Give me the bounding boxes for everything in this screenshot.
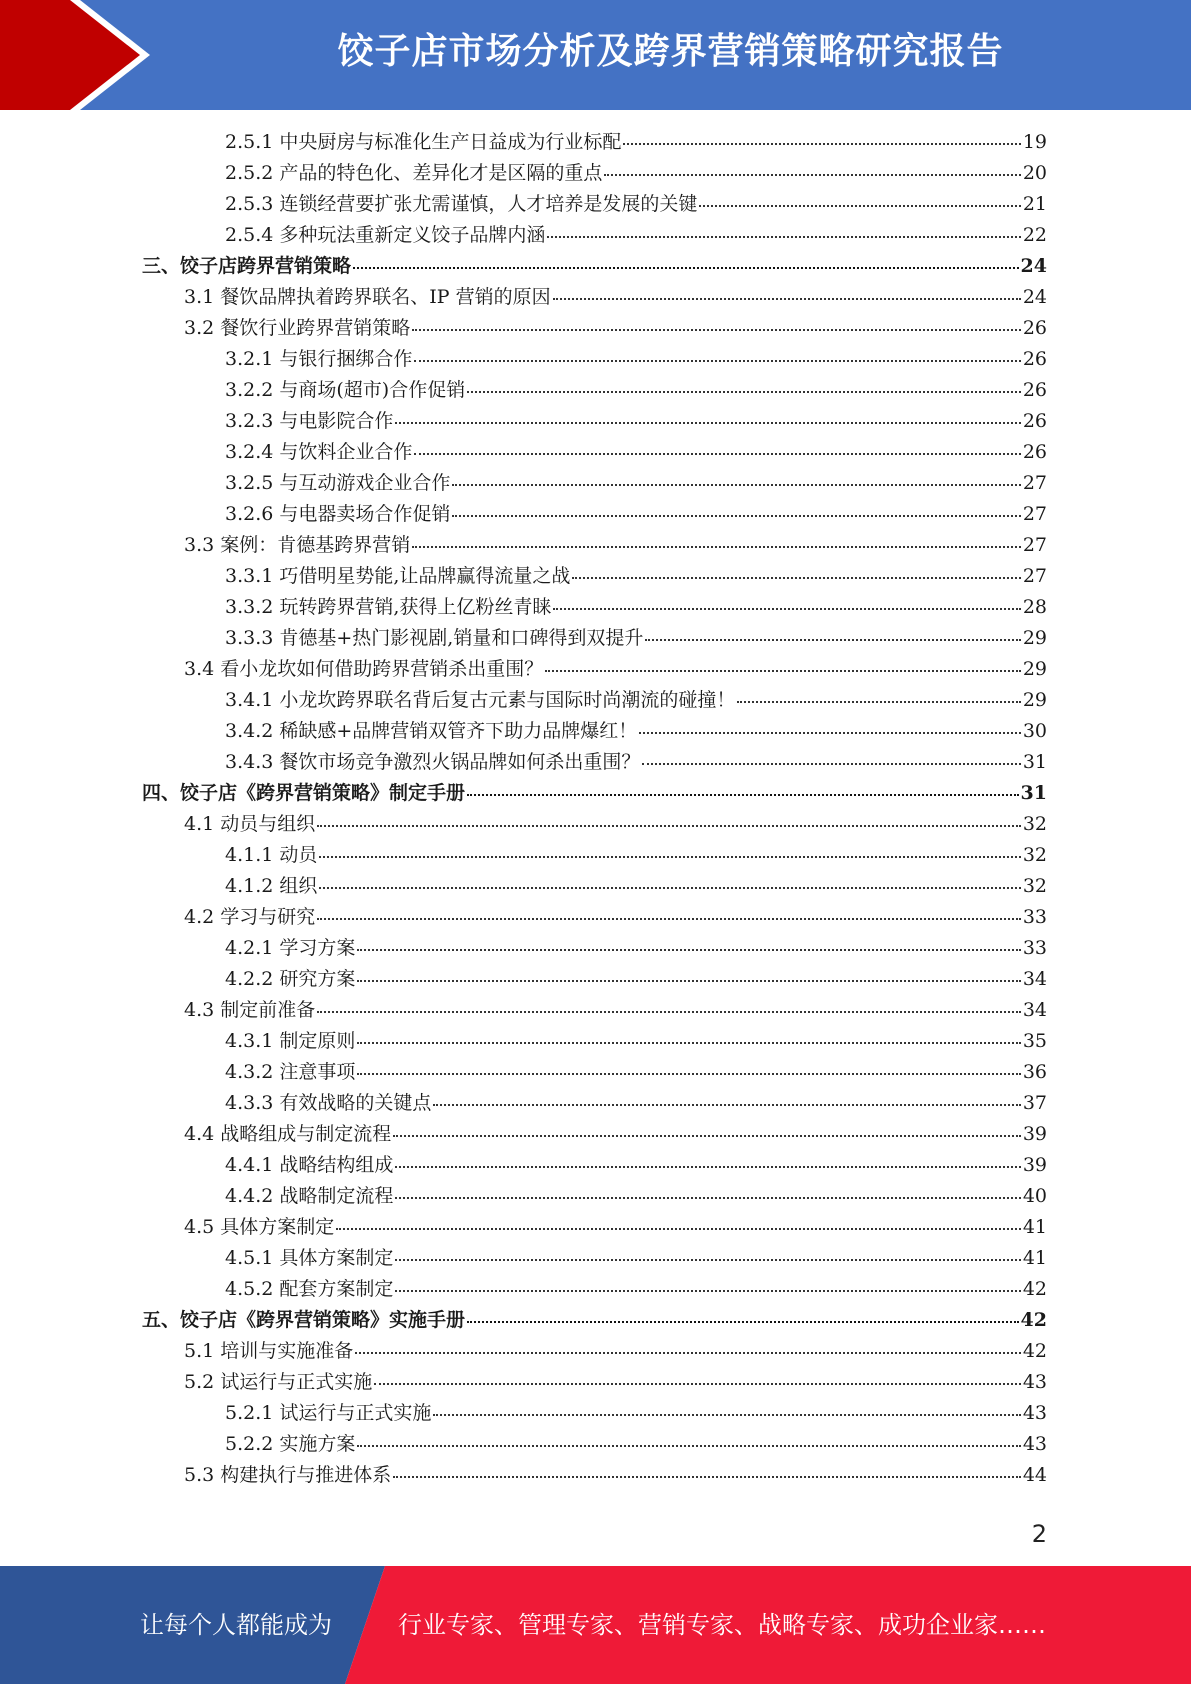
toc-leader-dots <box>553 608 1020 610</box>
toc-leader-dots <box>604 174 1020 176</box>
toc-leader-dots <box>699 205 1020 207</box>
toc-entry-label: 3.4 看小龙坎如何借助跨界营销杀出重围？ <box>184 658 544 680</box>
toc-entry[interactable] <box>225 437 1047 468</box>
toc-leader-dots <box>357 949 1020 951</box>
toc-leader-dots <box>467 1321 1019 1323</box>
toc-entry-page: 22 <box>1022 224 1047 246</box>
toc-entry-label: 4.3 制定前准备 <box>184 999 316 1021</box>
toc-entry-page: 34 <box>1022 999 1047 1021</box>
header-arrow <box>0 0 140 110</box>
toc-entry-label: 4.2.1 学习方案 <box>225 937 356 959</box>
toc-entry-label: 4.2 学习与研究 <box>184 906 316 928</box>
toc-entry-page: 26 <box>1022 348 1047 370</box>
toc-entry-label: 3.3.1 巧借明星势能,让品牌赢得流量之战 <box>225 565 571 587</box>
toc-entry-page: 33 <box>1022 906 1047 928</box>
toc-entry[interactable] <box>184 1336 1047 1367</box>
toc-entry-label: 3.2.4 与饮料企业合作 <box>225 441 413 463</box>
toc-entry-page: 27 <box>1022 565 1047 587</box>
toc-entry-page: 24 <box>1022 286 1047 308</box>
toc-entry[interactable] <box>225 1150 1047 1181</box>
toc-entry-page: 34 <box>1022 968 1047 990</box>
toc-entry-label: 4.2.2 研究方案 <box>225 968 356 990</box>
toc-entry-page: 36 <box>1022 1061 1047 1083</box>
toc-entry-label: 3.2.2 与商场(超市)合作促销 <box>225 379 466 401</box>
toc-entry[interactable] <box>225 840 1047 871</box>
toc-leader-dots <box>572 577 1020 579</box>
page-header <box>0 0 1191 110</box>
toc-entry[interactable] <box>225 189 1047 220</box>
footer-slogan: 让每个人都能成为 <box>140 1611 332 1639</box>
toc-entry-page: 27 <box>1022 503 1047 525</box>
toc-entry-label: 4.1.2 组织 <box>225 875 318 897</box>
toc-entry-label: 5.1 培训与实施准备 <box>184 1340 354 1362</box>
page-title: 饺子店市场分析及跨界营销策略研究报告 <box>337 31 1004 72</box>
toc-entry-page: 39 <box>1022 1123 1047 1145</box>
toc-entry[interactable] <box>225 344 1047 375</box>
toc-entry-label: 3.4.3 餐饮市场竞争激烈火锅品牌如何杀出重围？ <box>225 751 641 773</box>
toc-entry-label: 3.3 案例：肯德基跨界营销 <box>184 534 411 556</box>
toc-leader-dots <box>393 1476 1021 1478</box>
toc-leader-dots <box>353 267 1019 269</box>
toc-entry[interactable] <box>225 1398 1047 1429</box>
toc-entry-label: 5.3 构建执行与推进体系 <box>184 1464 392 1486</box>
toc-entry-page: 29 <box>1022 627 1047 649</box>
toc-entry-page: 43 <box>1022 1433 1047 1455</box>
toc-entry[interactable] <box>184 1119 1047 1150</box>
toc-entry-label: 4.4.2 战略制定流程 <box>225 1185 394 1207</box>
toc-leader-dots <box>737 701 1020 703</box>
toc-entry-page: 39 <box>1022 1154 1047 1176</box>
toc-entry-label: 4.1.1 动员 <box>225 844 318 866</box>
toc-leader-dots <box>452 484 1020 486</box>
toc-entry[interactable] <box>142 778 1047 809</box>
toc-entry-page: 33 <box>1022 937 1047 959</box>
toc-entry[interactable] <box>184 1367 1047 1398</box>
toc-entry-page: 41 <box>1022 1247 1047 1269</box>
toc-leader-dots <box>553 298 1021 300</box>
toc-entry[interactable] <box>225 1181 1047 1212</box>
toc-entry-label: 3.1 餐饮品牌执着跨界联名、IP 营销的原因 <box>184 286 551 308</box>
toc-entry-page: 29 <box>1022 689 1047 711</box>
toc-leader-dots <box>395 1259 1020 1261</box>
toc-entry-page: 26 <box>1022 410 1047 432</box>
toc-entry-page: 31 <box>1022 751 1047 773</box>
page-number: 2 <box>1031 1520 1047 1548</box>
toc-entry[interactable] <box>184 1460 1047 1491</box>
toc-entry[interactable] <box>142 1305 1047 1336</box>
toc-entry-label: 五、饺子店《跨界营销策略》实施手册 <box>142 1309 466 1331</box>
toc-entry-page: 24 <box>1020 255 1047 277</box>
toc-entry-page: 21 <box>1022 193 1047 215</box>
toc-entry-label: 2.5.4 多种玩法重新定义饺子品牌内涵 <box>225 224 546 246</box>
toc-entry-page: 26 <box>1022 441 1047 463</box>
toc-leader-dots <box>623 143 1020 145</box>
toc-entry-label: 4.3.3 有效战略的关键点 <box>225 1092 432 1114</box>
toc-leader-dots <box>414 453 1020 455</box>
toc-leader-dots <box>433 1104 1020 1106</box>
toc-entry-label: 四、饺子店《跨界营销策略》制定手册 <box>142 782 466 804</box>
toc-entry-label: 3.3.2 玩转跨界营销,获得上亿粉丝青睐 <box>225 596 552 618</box>
toc-entry-label: 4.3.1 制定原则 <box>225 1030 356 1052</box>
toc-entry[interactable] <box>225 561 1047 592</box>
toc-entry[interactable] <box>225 499 1047 530</box>
toc-entry-label: 2.5.2 产品的特色化、差异化才是区隔的重点 <box>225 162 603 184</box>
toc-leader-dots <box>545 670 1021 672</box>
toc-entry[interactable] <box>184 809 1047 840</box>
toc-entry-label: 3.3.3 肯德基+热门影视剧,销量和口碑得到双提升 <box>225 627 644 649</box>
toc-entry[interactable] <box>225 747 1047 778</box>
toc-entry-page: 28 <box>1022 596 1047 618</box>
toc-leader-dots <box>642 763 1020 765</box>
toc-entry-label: 4.4 战略组成与制定流程 <box>184 1123 392 1145</box>
toc-entry-page: 43 <box>1022 1371 1047 1393</box>
toc-leader-dots <box>467 794 1019 796</box>
toc-leader-dots <box>395 1290 1020 1292</box>
toc-entry[interactable] <box>225 1274 1047 1305</box>
toc-leader-dots <box>317 825 1021 827</box>
page-footer <box>0 1566 1191 1684</box>
toc-entry-label: 3.2.6 与电器卖场合作促销 <box>225 503 451 525</box>
toc-entry-label: 4.5.2 配套方案制定 <box>225 1278 394 1300</box>
toc-entry-label: 4.5 具体方案制定 <box>184 1216 335 1238</box>
toc-entry-label: 5.2 试运行与正式实施 <box>184 1371 373 1393</box>
toc-entry[interactable] <box>225 592 1047 623</box>
toc-entry[interactable] <box>225 1057 1047 1088</box>
toc-entry-page: 41 <box>1022 1216 1047 1238</box>
toc-entry-page: 42 <box>1022 1278 1047 1300</box>
toc-entry-label: 3.4.1 小龙坎跨界联名背后复古元素与国际时尚潮流的碰撞！ <box>225 689 736 711</box>
toc-entry-page: 32 <box>1022 875 1047 897</box>
toc-leader-dots <box>412 329 1021 331</box>
toc-leader-dots <box>412 546 1021 548</box>
toc-leader-dots <box>639 732 1021 734</box>
toc-entry[interactable] <box>142 251 1047 282</box>
toc-entry-page: 44 <box>1022 1464 1047 1486</box>
toc-entry[interactable] <box>184 282 1047 313</box>
toc-entry-page: 32 <box>1022 813 1047 835</box>
toc-entry-label: 3.2.1 与银行捆绑合作 <box>225 348 413 370</box>
toc-entry[interactable] <box>184 654 1047 685</box>
toc-entry[interactable] <box>225 127 1047 158</box>
toc-entry-page: 19 <box>1022 131 1047 153</box>
toc-leader-dots <box>357 1042 1020 1044</box>
toc-entry[interactable] <box>184 313 1047 344</box>
toc-entry-page: 32 <box>1022 844 1047 866</box>
toc-entry-page: 35 <box>1022 1030 1047 1052</box>
toc-entry-page: 27 <box>1022 472 1047 494</box>
toc-entry-label: 2.5.1 中央厨房与标准化生产日益成为行业标配 <box>225 131 622 153</box>
toc-entry-page: 30 <box>1022 720 1047 742</box>
toc-leader-dots <box>317 1011 1021 1013</box>
toc-leader-dots <box>395 422 1020 424</box>
toc-entry-label: 4.3.2 注意事项 <box>225 1061 356 1083</box>
toc-leader-dots <box>357 980 1020 982</box>
toc-entry[interactable] <box>184 530 1047 561</box>
toc-entry-page: 26 <box>1022 379 1047 401</box>
toc-entry-label: 2.5.3 连锁经营要扩张尤需谨慎，人才培养是发展的关键 <box>225 193 698 215</box>
toc-entry[interactable] <box>225 468 1047 499</box>
toc-entry[interactable] <box>225 406 1047 437</box>
toc-entry-label: 4.1 动员与组织 <box>184 813 316 835</box>
toc-leader-dots <box>319 856 1020 858</box>
toc-entry-page: 42 <box>1022 1340 1047 1362</box>
toc-entry-label: 3.2.3 与电影院合作 <box>225 410 394 432</box>
footer-roles: 行业专家、管理专家、营销专家、战略专家、成功企业家…… <box>398 1611 1046 1639</box>
toc-entry-label: 5.2.1 试运行与正式实施 <box>225 1402 432 1424</box>
toc-entry[interactable] <box>225 220 1047 251</box>
toc-leader-dots <box>374 1383 1021 1385</box>
toc-entry-label: 3.2.5 与互动游戏企业合作 <box>225 472 451 494</box>
toc-leader-dots <box>355 1352 1021 1354</box>
toc-leader-dots <box>414 360 1020 362</box>
toc-leader-dots <box>336 1228 1021 1230</box>
toc-entry[interactable] <box>225 1429 1047 1460</box>
toc-entry-label: 三、饺子店跨界营销策略 <box>142 255 352 277</box>
toc-entry[interactable] <box>225 158 1047 189</box>
toc-leader-dots <box>319 887 1020 889</box>
toc-entry[interactable] <box>184 902 1047 933</box>
toc-entry[interactable] <box>225 964 1047 995</box>
toc-entry[interactable] <box>225 933 1047 964</box>
toc-entry-page: 27 <box>1022 534 1047 556</box>
toc-entry-page: 20 <box>1022 162 1047 184</box>
toc-leader-dots <box>433 1414 1020 1416</box>
toc-leader-dots <box>547 236 1020 238</box>
toc-entry-page: 42 <box>1020 1309 1047 1331</box>
toc-entry-page: 29 <box>1022 658 1047 680</box>
toc-leader-dots <box>452 515 1020 517</box>
toc-entry-label: 5.2.2 实施方案 <box>225 1433 356 1455</box>
toc-entry-label: 4.4.1 战略结构组成 <box>225 1154 394 1176</box>
toc-entry-label: 3.4.2 稀缺感+品牌营销双管齐下助力品牌爆红！ <box>225 720 638 742</box>
toc-leader-dots <box>393 1135 1021 1137</box>
toc-entry[interactable] <box>225 716 1047 747</box>
toc-entry-label: 4.5.1 具体方案制定 <box>225 1247 394 1269</box>
toc-entry[interactable] <box>184 995 1047 1026</box>
toc-entry-page: 40 <box>1022 1185 1047 1207</box>
toc-entry[interactable] <box>225 375 1047 406</box>
toc-leader-dots <box>317 918 1021 920</box>
toc-leader-dots <box>395 1197 1020 1199</box>
toc-entry[interactable] <box>225 623 1047 654</box>
toc-entry[interactable] <box>225 1243 1047 1274</box>
toc-leader-dots <box>357 1073 1020 1075</box>
toc-entry-page: 37 <box>1022 1092 1047 1114</box>
toc-entry-page: 26 <box>1022 317 1047 339</box>
toc-entry[interactable] <box>184 1212 1047 1243</box>
toc-entry-label: 3.2 餐饮行业跨界营销策略 <box>184 317 411 339</box>
toc-leader-dots <box>395 1166 1020 1168</box>
toc-entry[interactable] <box>225 1088 1047 1119</box>
toc-leader-dots <box>357 1445 1020 1447</box>
toc-entry[interactable] <box>225 871 1047 902</box>
toc-leader-dots <box>645 639 1020 641</box>
toc-entry[interactable] <box>225 685 1047 716</box>
toc-entry[interactable] <box>225 1026 1047 1057</box>
toc-entry-page: 43 <box>1022 1402 1047 1424</box>
toc-entry-page: 31 <box>1020 782 1047 804</box>
toc-leader-dots <box>467 391 1021 393</box>
